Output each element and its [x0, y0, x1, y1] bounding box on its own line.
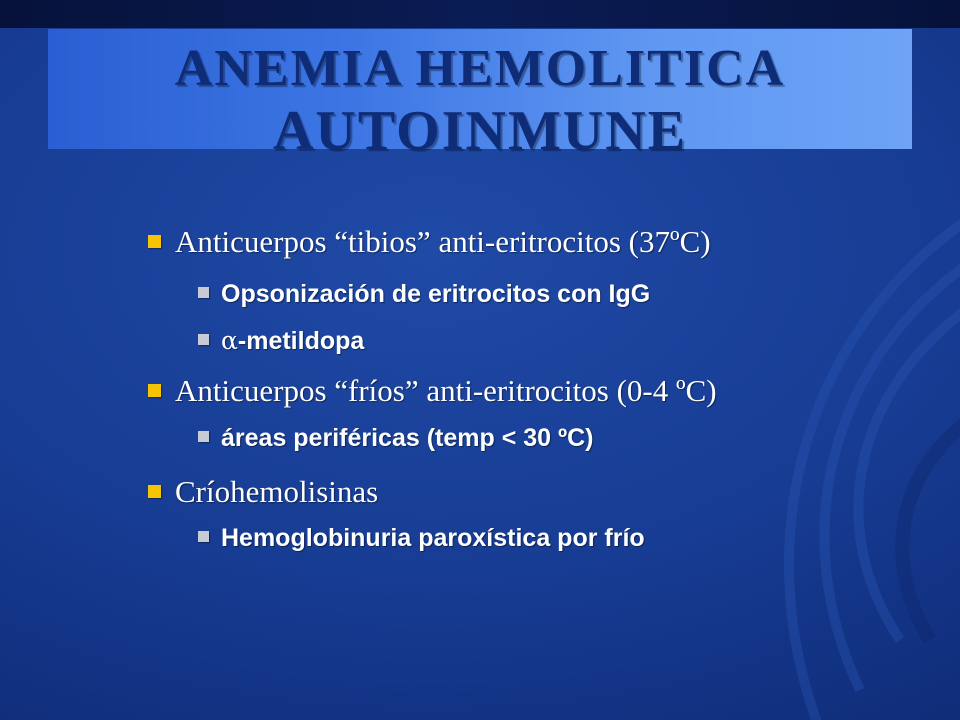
slide-title-line-2: AUTOINMUNE: [272, 100, 688, 162]
alpha-symbol: α: [221, 326, 238, 355]
square-bullet-icon: [148, 485, 161, 498]
sub-bullet-paroxysmal-hemoglobinuria: [198, 524, 645, 553]
bullet-text: Críohemolisinas: [175, 474, 379, 509]
bullet-text: Anticuerpos “tibios” anti-eritrocitos (37ºC): [175, 224, 711, 259]
square-bullet-icon: [148, 235, 161, 248]
sub-bullet-peripheral-areas: [198, 424, 594, 453]
square-bullet-icon: [198, 531, 209, 542]
sub-bullet-text: -metildopa: [237, 327, 365, 355]
sub-bullet-opsonization: [198, 280, 650, 309]
sub-bullet-methyldopa: [198, 326, 364, 356]
bullet-cold-antibodies: [148, 373, 717, 409]
square-bullet-icon: [198, 431, 209, 442]
bullet-cryohemolysins: [148, 474, 378, 510]
sub-bullet-text: áreas periféricas (temp < 30 ºC): [221, 424, 594, 452]
square-bullet-icon: [198, 334, 209, 345]
sub-bullet-text: Opsonización de eritrocitos con IgG: [221, 280, 651, 308]
sub-bullet-text: Hemoglobinuria paroxística por frío: [221, 524, 645, 552]
bullet-text: Anticuerpos “fríos” anti-eritrocitos (0-4 ºC): [175, 373, 717, 408]
bullet-warm-antibodies: [148, 224, 711, 260]
square-bullet-icon: [198, 287, 209, 298]
slide-title-line-1: ANEMIA HEMOLITICA: [174, 40, 786, 97]
square-bullet-icon: [148, 384, 161, 397]
